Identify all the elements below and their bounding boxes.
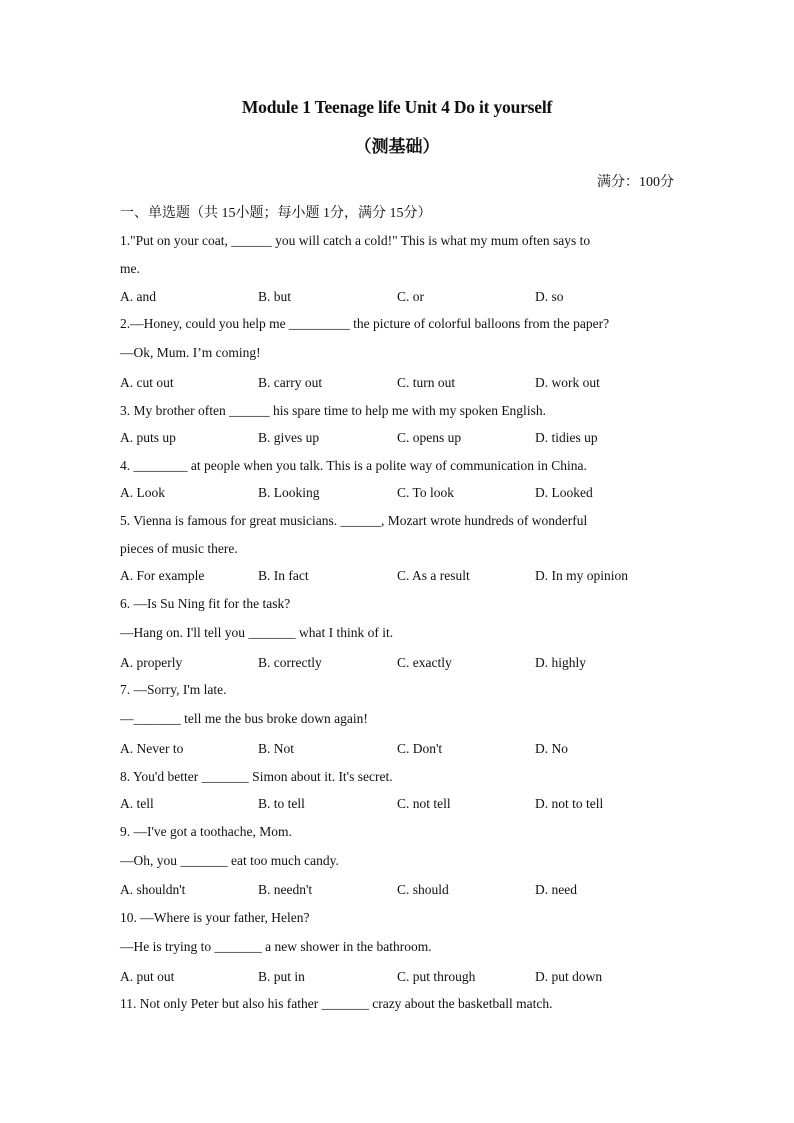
option-d: D. tidies up	[535, 430, 598, 445]
option-a: A. Never to	[120, 741, 184, 756]
question-10-text: 10. —Where is your father, Helen?	[120, 910, 310, 925]
option-d: D. not to tell	[535, 796, 604, 811]
option-a: A. properly	[120, 655, 183, 670]
option-a: A. cut out	[120, 375, 174, 390]
question-11-text: 11. Not only Peter but also his father _______ crazy about the basketball match.	[120, 996, 553, 1011]
option-b: B. but	[258, 289, 292, 304]
question-3-options	[120, 430, 680, 448]
option-a: A. and	[120, 289, 156, 304]
option-c: C. not tell	[397, 796, 451, 811]
option-a: A. shouldn't	[120, 882, 186, 897]
question-9-text: 9. —I've got a toothache, Mom.	[120, 824, 292, 839]
question-8-options	[120, 796, 680, 814]
question-1-text: me.	[120, 261, 140, 276]
option-c: C. should	[397, 882, 449, 897]
question-6-options	[120, 655, 680, 673]
question-6-text: 6. —Is Su Ning fit for the task?	[120, 596, 291, 611]
question-2-text: —Ok, Mum. I’m coming!	[120, 345, 261, 360]
option-d: D. In my opinion	[535, 568, 628, 583]
question-3-text: 3. My brother often ______ his spare time to help me with my spoken English.	[120, 403, 546, 418]
option-a: A. Look	[120, 485, 165, 500]
option-d: D. work out	[535, 375, 600, 390]
question-5-text: 5. Vienna is famous for great musicians. ______, Mozart wrote hundreds of wonderful	[120, 513, 588, 528]
option-c: C. turn out	[397, 375, 456, 390]
question-4-options	[120, 485, 680, 503]
page-title: Module 1 Teenage life Unit 4 Do it yourself	[241, 97, 553, 117]
option-d: D. put down	[535, 969, 603, 984]
question-10-text: —He is trying to _______ a new shower in the bathroom.	[120, 939, 432, 954]
question-2-options	[120, 375, 680, 393]
option-a: A. tell	[120, 796, 154, 811]
option-b: B. to tell	[258, 796, 305, 811]
section-heading: 一、单选题（共 15小题；每小题 1分，满分 15分）	[120, 206, 432, 221]
option-a: A. puts up	[120, 430, 176, 445]
option-b: B. Not	[258, 741, 295, 756]
question-4-text: 4. ________ at people when you talk. This is a polite way of communication in China.	[120, 458, 587, 473]
option-d: D. so	[535, 289, 564, 304]
option-b: B. Looking	[258, 485, 320, 500]
option-b: B. gives up	[258, 430, 320, 445]
option-c: C. Don't	[397, 741, 443, 756]
option-a: A. For example	[120, 568, 205, 583]
question-8-text: 8. You'd better _______ Simon about it. It's secret.	[120, 769, 393, 784]
question-7-options	[120, 741, 680, 759]
option-c: C. To look	[397, 485, 454, 500]
total-score: 满分：100分	[597, 175, 674, 190]
option-d: D. No	[535, 741, 568, 756]
option-c: C. opens up	[397, 430, 462, 445]
option-b: B. carry out	[258, 375, 323, 390]
question-5-text: pieces of music there.	[120, 541, 238, 556]
question-9-options	[120, 882, 680, 900]
option-d: D. highly	[535, 655, 587, 670]
option-a: A. put out	[120, 969, 175, 984]
question-1-text: 1."Put on your coat, ______ you will catch a cold!" This is what my mum often says to	[120, 233, 591, 248]
question-7-text: 7. —Sorry, I'm late.	[120, 682, 227, 697]
option-b: B. needn't	[258, 882, 313, 897]
option-d: D. Looked	[535, 485, 593, 500]
question-9-text: —Oh, you _______ eat too much candy.	[120, 853, 339, 868]
option-c: C. As a result	[397, 568, 470, 583]
page-subtitle: （测基础）	[354, 137, 440, 156]
question-7-text: —_______ tell me the bus broke down again!	[120, 711, 368, 726]
option-c: C. put through	[397, 969, 476, 984]
question-5-options	[120, 568, 680, 586]
option-b: B. In fact	[258, 568, 309, 583]
question-10-options	[120, 969, 680, 987]
option-c: C. or	[397, 289, 424, 304]
option-d: D. need	[535, 882, 577, 897]
option-b: B. correctly	[258, 655, 322, 670]
question-2-text: 2.—Honey, could you help me _________ the picture of colorful balloons from the paper?	[120, 316, 610, 331]
question-1-options	[120, 289, 680, 307]
option-c: C. exactly	[397, 655, 452, 670]
question-6-text: —Hang on. I'll tell you _______ what I think of it.	[120, 625, 394, 640]
option-b: B. put in	[258, 969, 305, 984]
